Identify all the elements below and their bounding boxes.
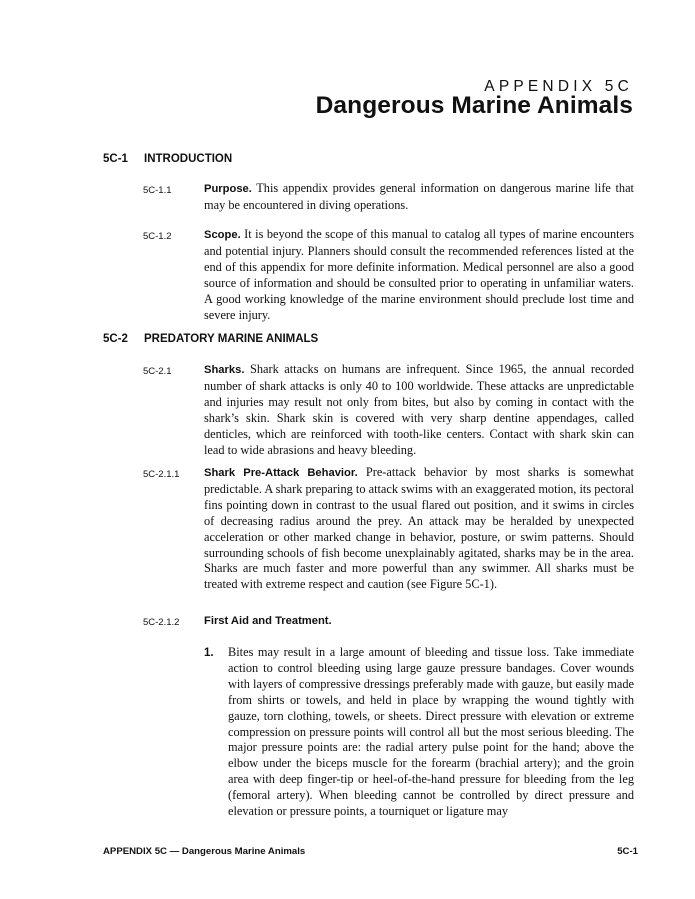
page-number: 5C-1 [617,846,638,857]
paragraph-heading: Scope. [204,229,241,241]
paragraph-number: 5C-2.1.2 [143,617,180,628]
paragraph-heading: Shark Pre-Attack Behavior. [204,467,358,479]
paragraph-first-aid [204,613,634,630]
appendix-label: APPENDIX 5C [484,78,633,95]
paragraph-text: This appendix provides general information on dangerous marine life that may be encountered in diving operations. [204,181,634,212]
list-item: Bites may result in a large amount of bleeding and tissue loss. Take immediate action to control bleeding using large gauze pressure bandages. Cover wounds with layers of compressive dressings preferably made with gauze, but easily made from shirts or towels, and held in place by wrapping the wound tightly with gauze, torn clothing, towels, or sheets. Direct pressure with elevation or extreme compression on pressure points will control all but the most serious bleeding. The major pressure points are: the radial artery pulse point for the hand; above the elbow under the biceps muscle for the forearm (brachial artery); and the groin area with deep finger-tip or heel-of-the-hand pressure for bleeding from the leg (femoral artery). When bleeding cannot be controlled by direct pressure and elevation or pressure points, a tourniquet or ligature may [228,645,634,819]
section-heading-predatory-marine-animals [103,333,318,345]
paragraph-text: It is beyond the scope of this manual to catalog all types of marine encounters and potential injury. Planners should consult the recommended references listed at the end of this appendix for more definite information. Medical personnel are also a good source of information and should be consulted prior to operating in unfamiliar waters. A good working knowledge of the marine environment should preclude lost time and severe injury. [204,227,634,322]
paragraph-shark-pre-attack-behavior [204,465,634,593]
section-heading-introduction [103,153,232,165]
paragraph-text: Shark attacks on humans are infrequent. Since 1965, the annual recorded number of shark attacks is only 40 to 100 worldwide. These attacks are unpredictable and injuries may result not only from bites, but also by coming in contact with the shark’s skin. Shark skin is covered with very sharp dentine appendages, called denticles, which are reinforced with tooth-like centers. Contact with shark skin can lead to wide abrasions and heavy bleeding. [204,362,635,457]
paragraph-number: 5C-1.1 [143,185,172,196]
paragraph-number: 5C-2.1 [143,366,172,377]
paragraph-heading: Purpose. [204,183,252,195]
paragraph-heading: First Aid and Treatment. [204,615,332,627]
section-title: INTRODUCTION [144,153,233,165]
paragraph-purpose [204,181,634,214]
paragraph-number: 5C-2.1.1 [143,469,180,480]
paragraph-number: 5C-1.2 [143,231,172,242]
list-item-number: 1. [204,647,214,659]
page-title: Dangerous Marine Animals [315,92,633,119]
paragraph-text: Pre-attack behavior by most sharks is somewhat predictable. A shark preparing to attack swims with an exaggerated motion, its pectoral fins pointing down in contrast to the usual flared out position, and it swims in circles of decreasing radius around the prey. An attack may be heralded by unexpected acceleration or other marked change in behavior, posture, or swim patterns. Should surrounding schools of fish become unexplainably agitated, sharks may be in the area. Sharks are much faster and more powerful than any swimmer. All sharks must be treated with extreme respect and caution (see Figure 5C-1). [204,465,634,592]
section-number: 5C-1 [103,153,128,165]
paragraph-sharks [204,362,634,458]
paragraph-scope [204,227,634,323]
section-number: 5C-2 [103,333,128,345]
paragraph-heading: Sharks. [204,364,245,376]
footer-title: APPENDIX 5C — Dangerous Marine Animals [103,846,306,857]
section-title: PREDATORY MARINE ANIMALS [144,333,319,345]
